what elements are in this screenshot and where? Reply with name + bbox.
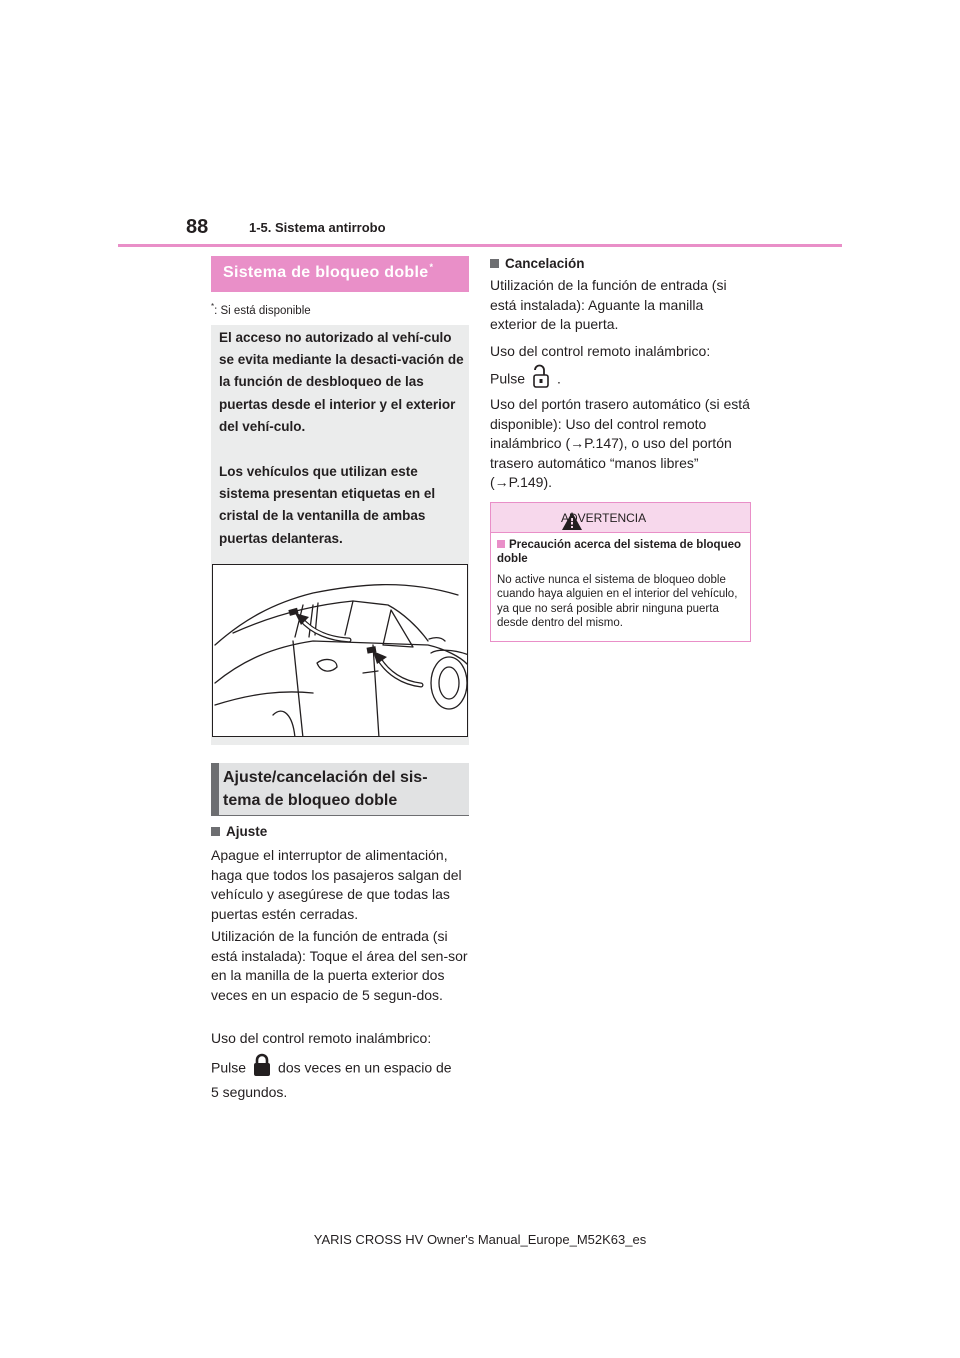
ajuste-paragraph-1: Apague el interruptor de alimentación, haga que todos los pasajeros salgan del vehículo y asegúrese de que todas las puertas estén cerradas. (211, 847, 462, 922)
ajuste-pulse-rest: dos veces en un espacio de (278, 1059, 452, 1076)
cancel-paragraph-1: Utilización de la función de entrada (si está instalada): Aguante la manilla exterior de la puerta. (490, 277, 727, 333)
section-title: 1-5. Sistema antirrobo (249, 220, 386, 235)
warning-subtitle (497, 538, 745, 566)
header-rule (118, 244, 842, 247)
bullet-square-icon (497, 540, 505, 548)
bullet-square-icon (211, 827, 220, 836)
warning-text: No active nunca el sistema de bloqueo doble cuando haya alguien en el interior del vehículo, ya que no será posible abrir ninguna puerta desde dentro del mismo. (497, 574, 738, 630)
cancel-title: Cancelación (505, 256, 585, 271)
footnote-mark: * (211, 302, 215, 311)
footnote-text: : Si está disponible (214, 304, 311, 317)
ajuste-paragraph-5: 5 segundos. (211, 1084, 288, 1100)
cancel-paragraph-4: Uso del portón trasero automático (si está disponible): Uso del control remoto inalámbrico (→P.147), o uso del portón trasero automático “manos libres” (→P.149). (490, 396, 750, 491)
car-door-illustration (212, 564, 468, 737)
section-heading (211, 256, 469, 292)
ajuste-heading (211, 824, 267, 839)
sub-heading-text: Ajuste/cancelación del sis-tema de bloqueo doble (223, 769, 428, 809)
cancel-heading (490, 256, 585, 271)
sub-heading (211, 763, 469, 816)
car-door-illustration-svg (213, 565, 468, 737)
ajuste-title: Ajuste (226, 824, 268, 839)
page-number: 88 (186, 216, 209, 238)
warning-header (491, 503, 750, 533)
bullet-square-icon (490, 259, 499, 268)
cancel-paragraph-3 (490, 364, 752, 396)
ajuste-pulse-label: Pulse (211, 1059, 247, 1076)
warning-box (490, 502, 751, 642)
ajuste-paragraph-3: Uso del control remoto inalámbrico: (211, 1030, 432, 1046)
ajuste-paragraph-2: Utilización de la función de entrada (si está instalada): Toque el área del sen-sor en la manilla de la puerta exterior dos veces en un espacio de 5 segun-dos. (211, 928, 468, 1003)
lock-button-icon (252, 1053, 272, 1085)
intro-paragraph-1: El acceso no autorizado al vehí-culo se evita mediante la desacti-vación de la función de desbloqueo de las puertas desde el interior y el exterior del vehí-culo. (219, 330, 464, 434)
warning-label: ADVERTENCIA (561, 511, 647, 525)
intro-paragraph-2: Los vehículos que utilizan este sistema presentan etiquetas en el cristal de la ventanilla de ambas puertas delanteras. (219, 464, 436, 546)
ajuste-paragraph-4 (211, 1053, 471, 1085)
section-heading-text: Sistema de bloqueo doble (223, 264, 429, 281)
cancel-pulse-rest: . (557, 370, 561, 387)
cancel-paragraph-2: Uso del control remoto inalámbrico: (490, 343, 711, 359)
cancel-pulse-label: Pulse (490, 370, 526, 387)
footer: YARIS CROSS HV Owner's Manual_Europe_M52K63_es (313, 1232, 647, 1247)
unlock-button-icon (531, 364, 551, 396)
warning-subtitle-text: Precaución acerca del sistema de bloqueo doble (497, 539, 742, 565)
heading-footnote-mark: * (429, 262, 434, 272)
availability-footnote (211, 302, 311, 317)
